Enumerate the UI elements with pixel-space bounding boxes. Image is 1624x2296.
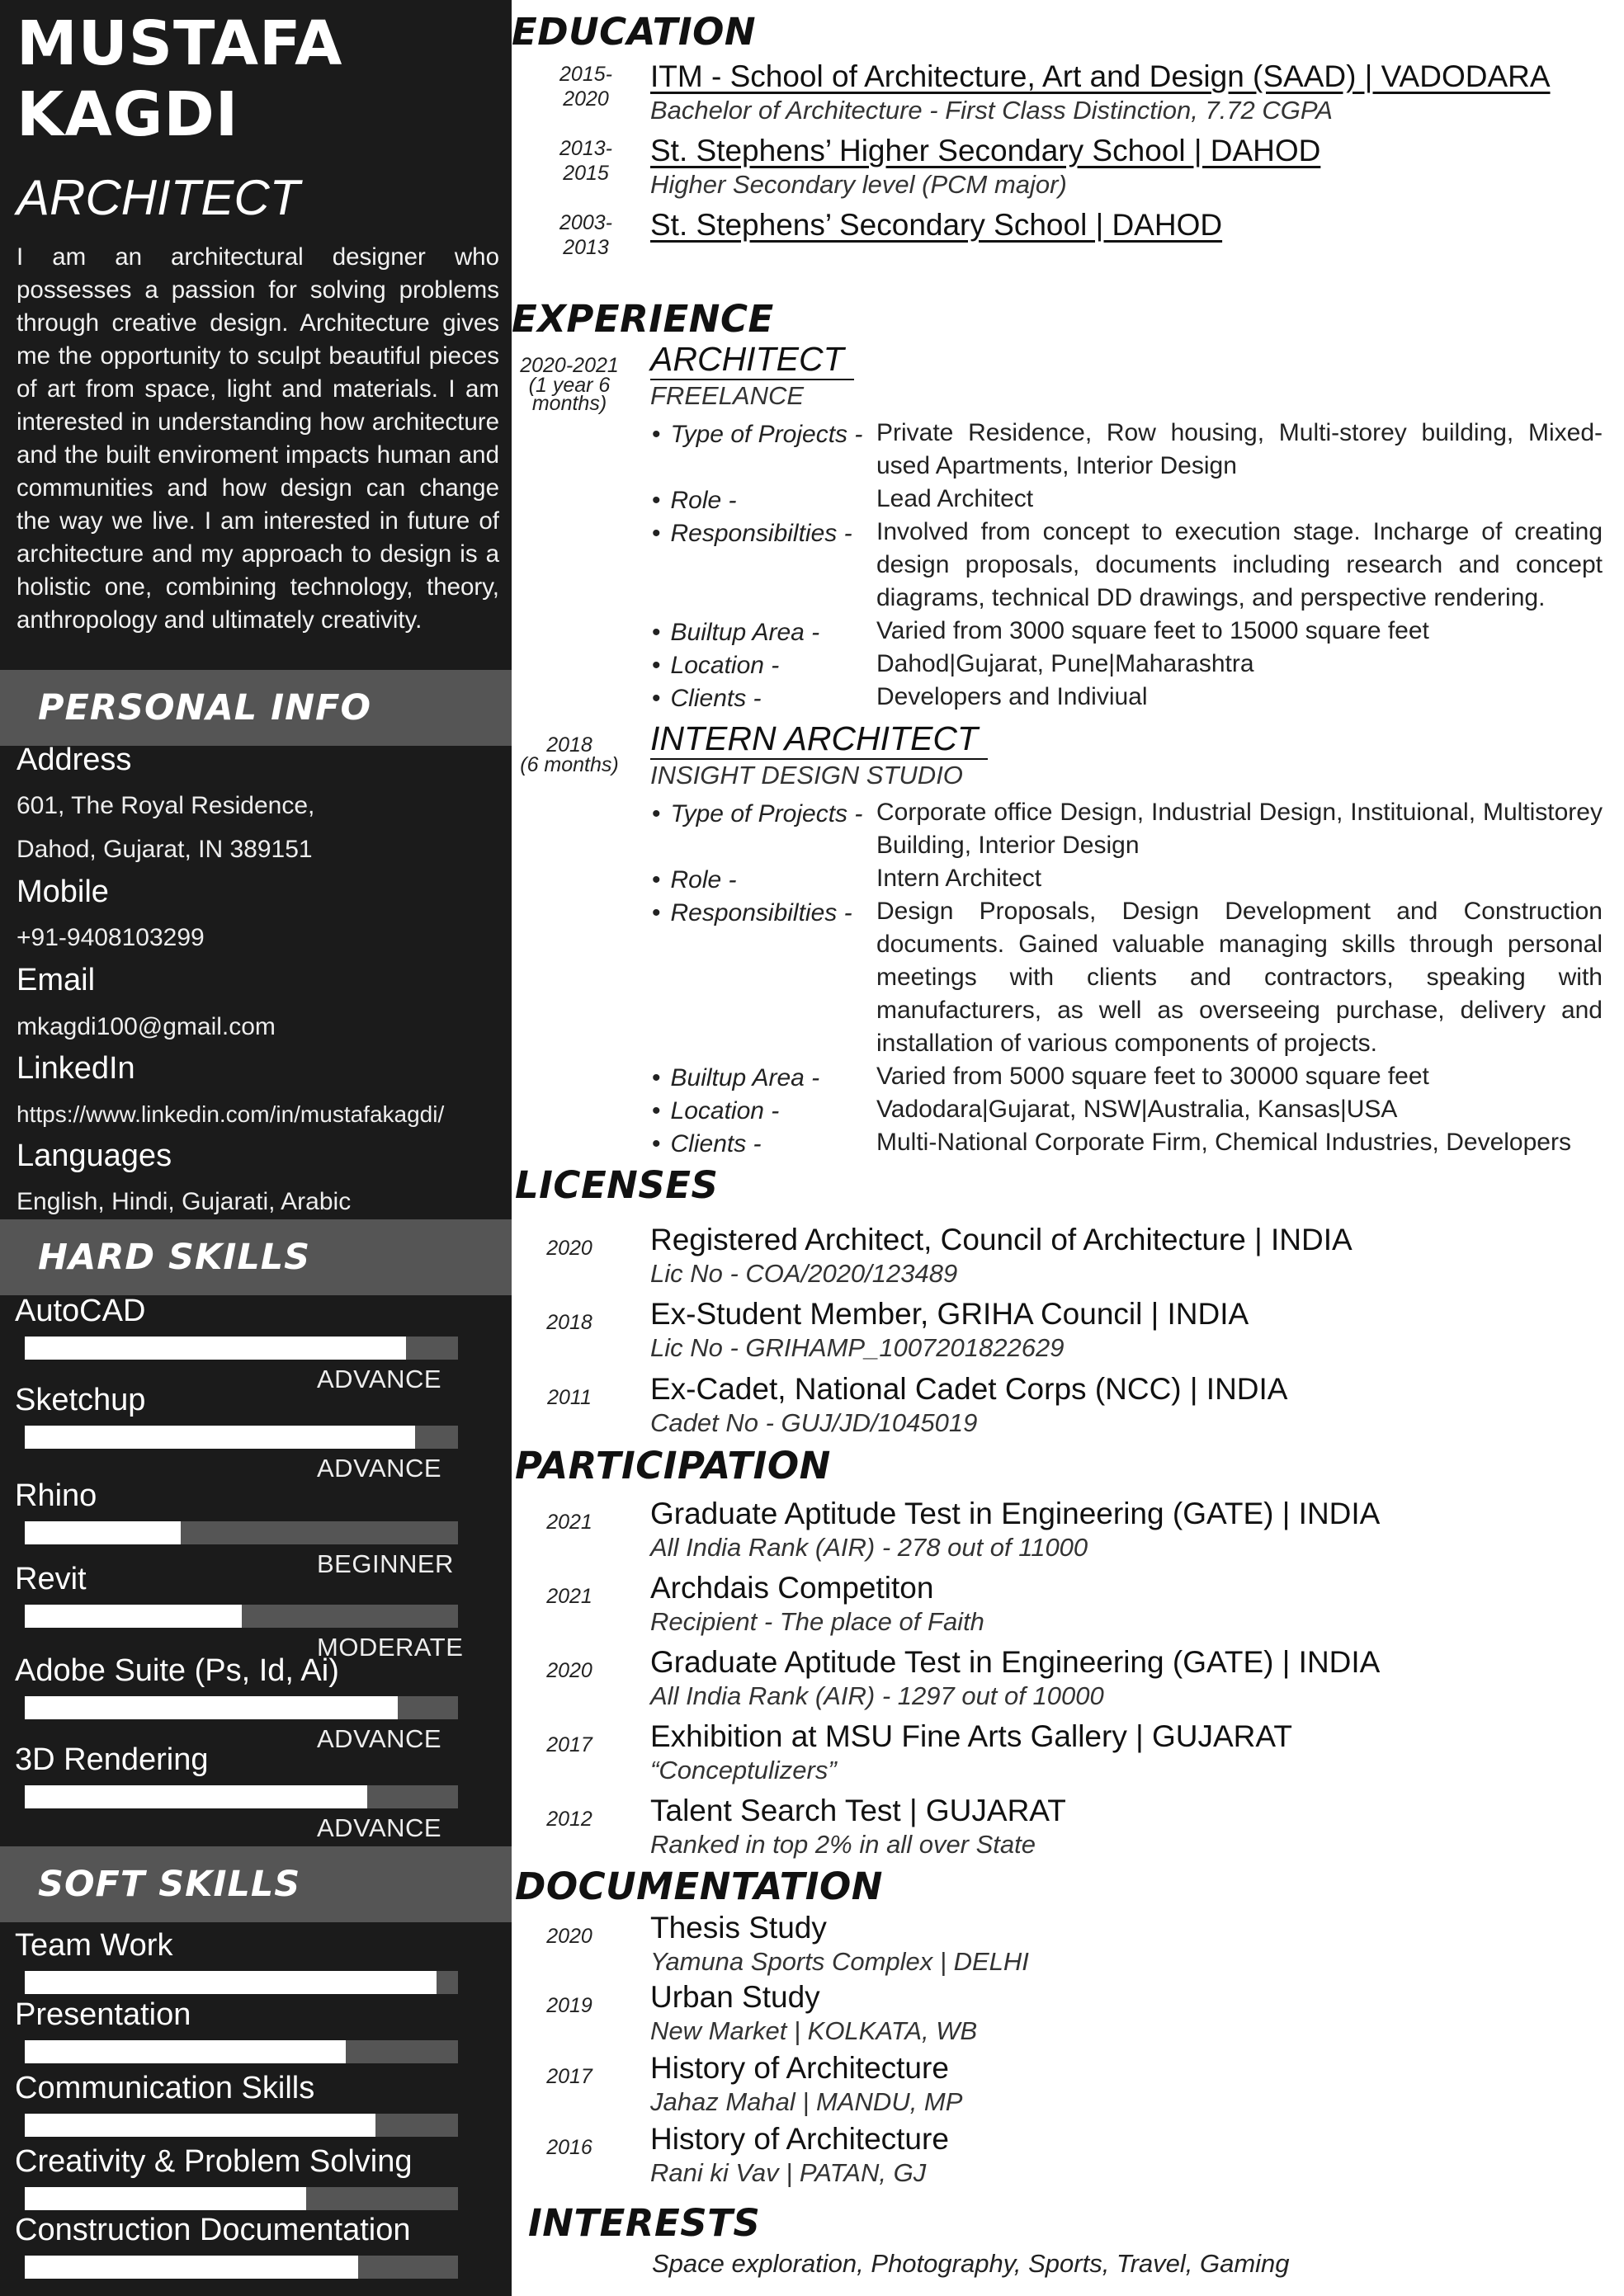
participation-title: Graduate Aptitude Test in Engineering (GATE) | INDIA (650, 1497, 1381, 1530)
documentation-detail: Yamuna Sports Complex | DELHI (650, 1947, 1029, 1976)
job-detail-label (652, 520, 852, 548)
job-detail-value: Involved from concept to execution stage. Incharge of creating design proposals, documents including research and concept diagrams, technical DD drawings, and perspective rendering. (876, 518, 1603, 611)
job-detail-label-text: Location - (670, 652, 780, 679)
licenses-heading: LICENSES (515, 1163, 719, 1207)
documentation-year: 2017 (546, 2065, 592, 2088)
job-detail-label-text: Type of Projects - (670, 421, 863, 448)
soft-skill-name: Team Work (15, 1928, 173, 1963)
education-year: 2013- (559, 137, 612, 160)
hard-skill-name: AutoCAD (15, 1294, 146, 1328)
education-title: St. Stephens’ Higher Secondary School | DAHOD (650, 134, 1321, 167)
hard-skill-name: Revit (15, 1562, 87, 1596)
bullet-icon: • (652, 899, 661, 926)
job-detail-label-text: Responsibilties - (670, 899, 852, 926)
hard-skill-bar-fill (25, 1605, 242, 1628)
licenses-title: Registered Architect, Council of Architecture | INDIA (650, 1223, 1353, 1256)
education-year: 2020 (563, 87, 609, 111)
job-detail-value: Dahod|Gujarat, Pune|Maharashtra (876, 650, 1254, 677)
documentation-year: 2020 (546, 1925, 592, 1948)
hard-skill-bar-fill (25, 1521, 181, 1544)
bullet-icon: • (652, 520, 661, 547)
soft-skill-bar (25, 2256, 458, 2279)
hard-skill-bar-fill (25, 1785, 367, 1808)
participation-year: 2017 (546, 1733, 592, 1756)
bullet-icon: • (652, 487, 661, 514)
job-detail-label-text: Builtup Area - (670, 619, 820, 646)
interests-heading: INTERESTS (528, 2201, 761, 2245)
job-detail-label-text: Clients - (670, 1130, 762, 1157)
address-label: Address (17, 743, 132, 777)
hard-skill-level: BEGINNER (317, 1549, 454, 1578)
bullet-icon: • (652, 619, 661, 646)
bullet-icon: • (652, 1097, 661, 1124)
licenses-detail: Lic No - GRIHAMP_1007201822629 (650, 1333, 1065, 1362)
documentation-detail: New Market | KOLKATA, WB (650, 2016, 978, 2045)
hard-skill-level: ADVANCE (317, 1454, 442, 1483)
hard-skills-heading: HARD SKILLS (0, 1219, 512, 1295)
licenses-detail: Lic No - COA/2020/123489 (650, 1259, 958, 1288)
job-detail-label-text: Clients - (670, 685, 762, 712)
hard-skill-level: ADVANCE (317, 1813, 442, 1842)
email-label: Email (17, 963, 96, 997)
licenses-title: Ex-Cadet, National Cadet Corps (NCC) | INDIA (650, 1372, 1288, 1406)
participation-detail: Ranked in top 2% in all over State (650, 1830, 1036, 1859)
email-link[interactable]: mkagdi100@gmail.com (17, 1013, 276, 1040)
job-detail-label (652, 1130, 762, 1158)
job-detail-label (652, 487, 737, 515)
sidebar (0, 0, 512, 2296)
experience-heading: EXPERIENCE (512, 297, 774, 341)
experience-year: 2020-2021 (520, 354, 619, 377)
bullet-icon: • (652, 866, 661, 893)
resume-name: MUSTAFA KAGDI (17, 8, 343, 150)
education-heading: EDUCATION (512, 10, 757, 54)
participation-title: Archdais Competiton (650, 1571, 934, 1605)
job-detail-label-text: Location - (670, 1097, 780, 1124)
documentation-title: History of Architecture (650, 2122, 949, 2156)
bullet-icon: • (652, 685, 661, 712)
job-detail-label (652, 652, 779, 680)
hard-skill-bar-fill (25, 1337, 406, 1360)
soft-skill-bar (25, 2040, 458, 2063)
languages-value: English, Hindi, Gujarati, Arabic (17, 1188, 352, 1215)
hard-skill-name: Sketchup (15, 1383, 146, 1417)
licenses-detail: Cadet No - GUJ/JD/1045019 (650, 1408, 978, 1437)
job-detail-value: Multi-National Corporate Firm, Chemical Industries, Developers (876, 1129, 1571, 1156)
participation-title: Exhibition at MSU Fine Arts Gallery | GUJARAT (650, 1719, 1292, 1753)
experience-year: (6 months) (520, 753, 619, 776)
job-detail-label (652, 619, 819, 647)
participation-title: Talent Search Test | GUJARAT (650, 1794, 1066, 1827)
education-detail: Higher Secondary level (PCM major) (650, 170, 1067, 199)
documentation-heading: DOCUMENTATION (515, 1865, 883, 1908)
soft-skill-bar (25, 2114, 458, 2137)
participation-detail: Recipient - The place of Faith (650, 1607, 984, 1636)
participation-year: 2012 (546, 1808, 592, 1831)
education-title: ITM - School of Architecture, Art and Design (SAAD) | VADODARA (650, 59, 1551, 93)
hard-skill-bar-fill (25, 1696, 398, 1719)
documentation-detail: Rani ki Vav | PATAN, GJ (650, 2158, 927, 2187)
education-year: 2015- (559, 63, 612, 86)
documentation-title: Urban Study (650, 1980, 820, 2014)
licenses-year: 2011 (547, 1386, 592, 1409)
job-detail-label (652, 1097, 779, 1125)
job-detail-label-text: Builtup Area - (670, 1064, 820, 1091)
about-text: I am an architectural designer who possesses a passion for solving problems through creative design. Architecture gives me the opportunity to sculpt beautiful pieces of art from space, light and materials. I am interested in understanding how architecture and the built enviroment impacts human and communities and how design can change the way we live. I am interested in future of architecture and my approach to design is a holistic one, combining technology, theory, anthropology and ultimately creativity. (17, 243, 499, 634)
hard-skill-bar (25, 1426, 458, 1449)
participation-heading: PARTICIPATION (515, 1444, 831, 1487)
participation-title: Graduate Aptitude Test in Engineering (GATE) | INDIA (650, 1645, 1381, 1679)
licenses-year: 2018 (546, 1311, 592, 1334)
hard-skill-level: ADVANCE (317, 1724, 442, 1753)
participation-year: 2021 (546, 1511, 592, 1534)
participation-year: 2020 (546, 1659, 592, 1682)
documentation-year: 2016 (546, 2136, 592, 2159)
participation-year: 2021 (546, 1585, 592, 1608)
soft-skill-bar (25, 2187, 458, 2210)
soft-skills-heading: SOFT SKILLS (0, 1846, 512, 1922)
hard-skill-bar (25, 1785, 458, 1808)
job-detail-label (652, 685, 762, 713)
bullet-icon: • (652, 421, 661, 448)
hard-skill-bar (25, 1337, 458, 1360)
soft-skill-name: Communication Skills (15, 2071, 315, 2105)
job-detail-value: Design Proposals, Design Development and Construction documents. Gained valuable managing skills through personal meetings with clients and contractors, speaking with manufacturers, as well as overseeing purchase, delivery and installation of various components of projects. (876, 898, 1603, 1057)
hard-skill-name: Adobe Suite (Ps, Id, Ai) (15, 1653, 339, 1688)
participation-detail: All India Rank (AIR) - 1297 out of 10000 (650, 1681, 1104, 1710)
soft-skill-bar-fill (25, 2114, 375, 2137)
documentation-detail: Jahaz Mahal | MANDU, MP (650, 2087, 963, 2116)
job-detail-value: Corporate office Design, Industrial Design, Instituional, Multistorey Building, Interior Design (876, 799, 1603, 859)
soft-skill-bar-fill (25, 2040, 346, 2063)
education-year: 2013 (563, 236, 609, 259)
documentation-title: History of Architecture (650, 2051, 949, 2085)
soft-skill-name: Construction Documentation (15, 2213, 411, 2247)
resume-role: ARCHITECT (17, 170, 300, 225)
address-line2: Dahod, Gujarat, IN 389151 (17, 836, 313, 863)
licenses-year: 2020 (546, 1237, 592, 1260)
participation-detail: All India Rank (AIR) - 278 out of 11000 (650, 1533, 1088, 1562)
job-detail-label (652, 421, 862, 449)
soft-skill-bar-fill (25, 2187, 306, 2210)
mobile-value[interactable]: +91-9408103299 (17, 924, 205, 951)
experience-year: (1 year 6 (528, 374, 611, 397)
interests-text: Space exploration, Photography, Sports, Travel, Gaming (652, 2249, 1290, 2278)
hard-skill-level: ADVANCE (317, 1365, 442, 1393)
linkedin-link[interactable]: https://www.linkedin.com/in/mustafakagdi/ (17, 1101, 445, 1127)
job-detail-value: Varied from 5000 square feet to 30000 square feet (876, 1063, 1429, 1090)
participation-detail: “Conceptulizers” (650, 1756, 837, 1784)
bullet-icon: • (652, 800, 661, 827)
job-detail-label (652, 1064, 819, 1092)
soft-skill-name: Presentation (15, 1997, 191, 2032)
job-detail-label-text: Role - (670, 866, 737, 893)
job-detail-label (652, 866, 737, 894)
job-detail-value: Varied from 3000 square feet to 15000 square feet (876, 617, 1429, 644)
education-year: 2003- (559, 211, 612, 234)
linkedin-label: LinkedIn (17, 1051, 135, 1086)
bullet-icon: • (652, 1064, 661, 1091)
education-year: 2015 (563, 162, 609, 185)
hard-skill-bar-fill (25, 1426, 415, 1449)
job-detail-label-text: Responsibilties - (670, 520, 852, 547)
hard-skill-bar (25, 1605, 458, 1628)
experience-year: 2018 (546, 733, 592, 757)
job-detail-value: Vadodara|Gujarat, NSW|Australia, Kansas|USA (876, 1096, 1398, 1123)
job-title: INTERN ARCHITECT (650, 719, 988, 760)
job-title: ARCHITECT (650, 340, 854, 380)
job-detail-value: Private Residence, Row housing, Multi-storey building, Mixed-used Apartments, Interior Design (876, 419, 1603, 479)
job-detail-value: Developers and Indiviual (876, 683, 1148, 710)
education-title: St. Stephens’ Secondary School | DAHOD (650, 208, 1223, 242)
address-line1: 601, The Royal Residence, (17, 792, 315, 819)
hard-skill-bar (25, 1521, 458, 1544)
licenses-title: Ex-Student Member, GRIHA Council | INDIA (650, 1297, 1249, 1331)
education-detail: Bachelor of Architecture - First Class Distinction, 7.72 CGPA (650, 96, 1333, 125)
personal-info-heading: PERSONAL INFO (0, 670, 512, 746)
bullet-icon: • (652, 652, 661, 679)
hard-skill-name: Rhino (15, 1478, 97, 1513)
job-company: INSIGHT DESIGN STUDIO (650, 761, 963, 790)
job-detail-value: Lead Architect (876, 485, 1034, 512)
job-detail-value: Intern Architect (876, 865, 1042, 892)
bullet-icon: • (652, 1130, 661, 1157)
soft-skill-bar (25, 1971, 458, 1994)
soft-skill-bar-fill (25, 1971, 437, 1994)
languages-label: Languages (17, 1139, 172, 1173)
job-detail-label-text: Role - (670, 487, 737, 514)
documentation-title: Thesis Study (650, 1911, 827, 1945)
job-detail-label-text: Type of Projects - (670, 800, 863, 827)
hard-skill-level: MODERATE (317, 1633, 464, 1662)
soft-skill-bar-fill (25, 2256, 358, 2279)
job-detail-label (652, 899, 852, 927)
experience-year: months) (531, 392, 607, 415)
documentation-year: 2019 (546, 1994, 592, 2017)
mobile-label: Mobile (17, 875, 109, 909)
soft-skill-name: Creativity & Problem Solving (15, 2144, 413, 2179)
hard-skill-name: 3D Rendering (15, 1742, 209, 1777)
job-detail-label (652, 800, 862, 828)
hard-skill-bar (25, 1696, 458, 1719)
job-company: FREELANCE (650, 381, 805, 410)
main-content (512, 0, 1624, 2296)
